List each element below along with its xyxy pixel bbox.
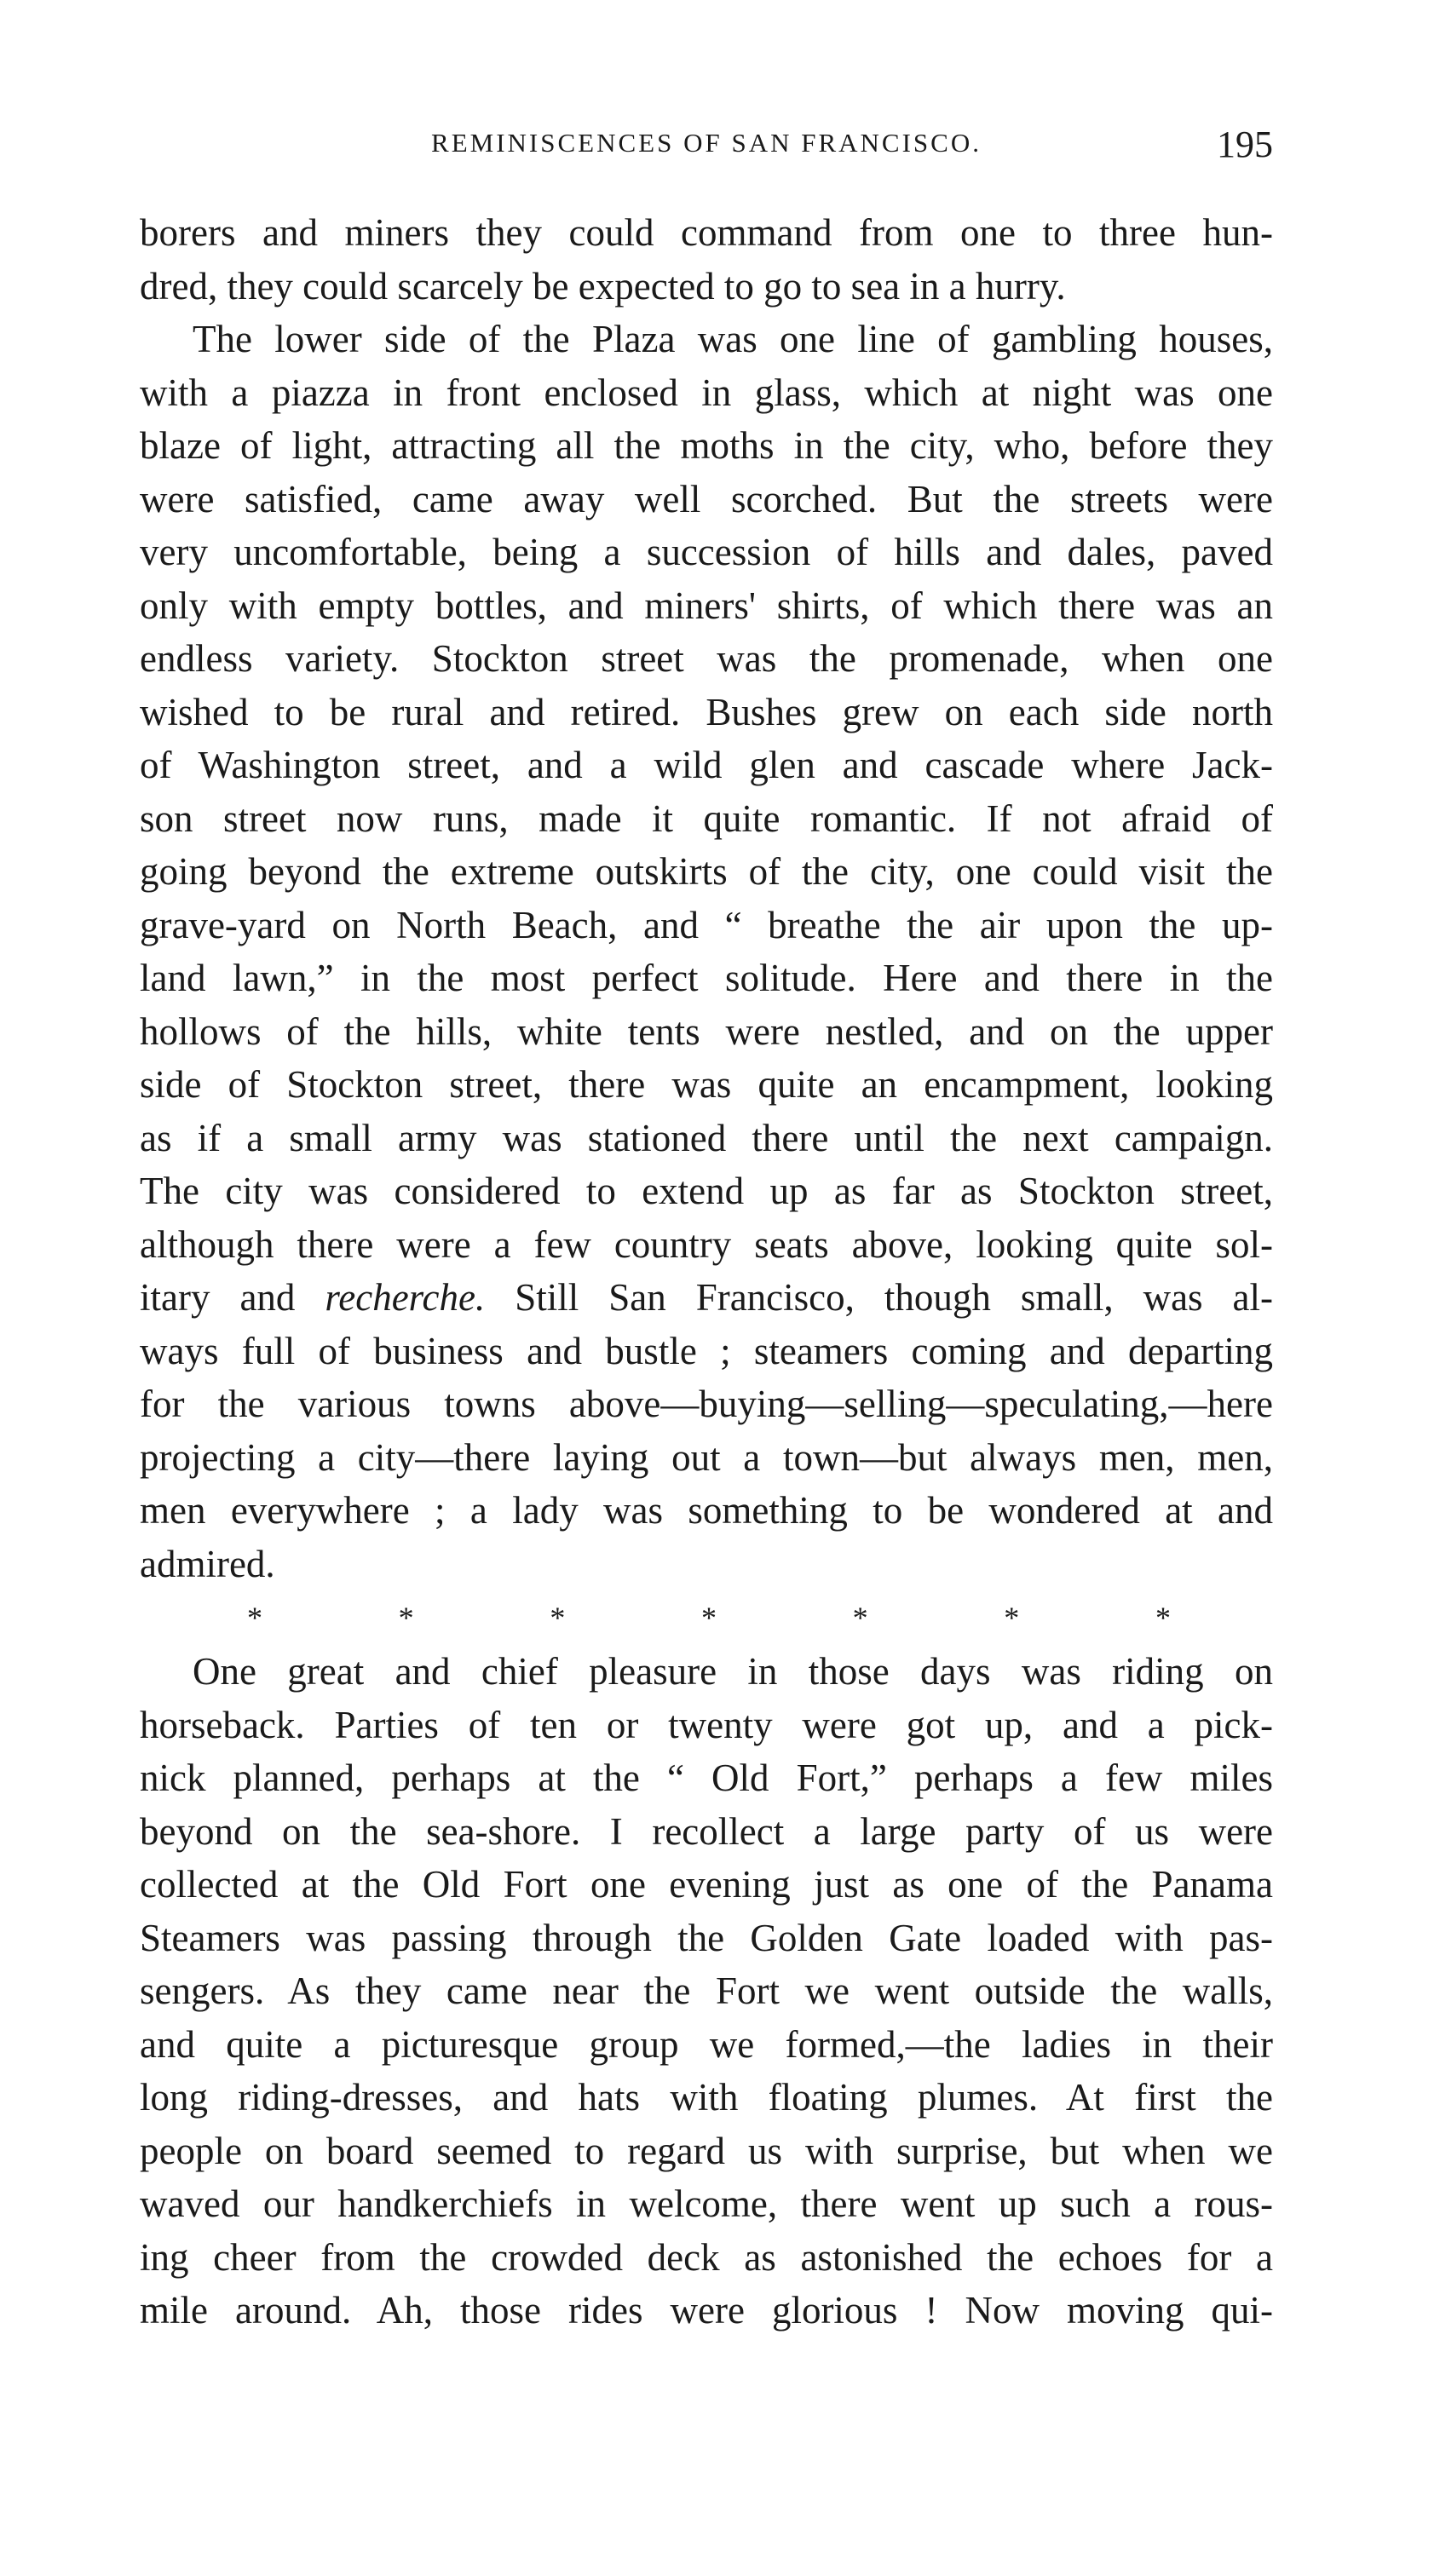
text-line: very uncomfortable, being a succession of hills and dales, paved — [140, 531, 1273, 573]
text-line: and quite a picturesque group we formed,—the ladies in their — [140, 2022, 1273, 2066]
text-line: although there were a few country seats above, looking quite sol- — [140, 1222, 1273, 1266]
text-line: ing cheer from the crowded deck as astonished the echoes for a — [140, 2235, 1273, 2279]
running-head — [140, 124, 1273, 179]
italic-word: recherche. — [325, 1276, 486, 1319]
running-title: REMINISCENCES OF SAN FRANCISCO. — [431, 128, 982, 158]
text-line: horseback. Parties of ten or twenty were got up, and a pick- — [140, 1703, 1273, 1746]
text-line: admired. — [140, 1542, 275, 1585]
text-line: dred, they could scarcely be expected to go to sea in a hurry. — [140, 264, 1066, 308]
text-line: going beyond the extreme outskirts of the city, one could visit the — [140, 850, 1273, 893]
text-segment: Still San Francisco, though small, was al- — [485, 1276, 1274, 1319]
text-line: sengers. As they came near the Fort we went outside the walls, — [140, 1969, 1273, 2012]
text-line — [140, 1271, 1273, 1325]
body-text — [140, 206, 1273, 2337]
asterisk: * — [1004, 1601, 1020, 1635]
text-line: for the various towns above—buying—selling—speculating,—here — [140, 1383, 1273, 1425]
text-line: beyond on the sea-shore. I recollect a large party of us were — [140, 1809, 1273, 1853]
text-line: wished to be rural and retired. Bushes grew on each side north — [140, 690, 1273, 733]
text-line: nick planned, perhaps at the “ Old Fort,” perhaps a few miles — [140, 1757, 1273, 1799]
asterisk: * — [398, 1601, 414, 1635]
page-number: 195 — [1217, 124, 1273, 165]
asterisk: * — [247, 1601, 262, 1635]
text-line: blaze of light, attracting all the moths in the city, who, before they — [140, 424, 1273, 467]
asterisk: * — [1155, 1601, 1171, 1635]
section-break — [247, 1590, 1171, 1645]
text-line: projecting a city—there laying out a town—but always men, men, — [140, 1435, 1273, 1479]
text-line: mile around. Ah, those rides were glorious ! Now moving qui- — [140, 2289, 1273, 2332]
text-line: with a piazza in front enclosed in glass, which at night was one — [140, 371, 1273, 414]
text-line: men everywhere ; a lady was something to be wondered at and — [140, 1489, 1273, 1532]
text-line: endless variety. Stockton street was the promenade, when one — [140, 637, 1273, 680]
text-line: side of Stockton street, there was quite an encampment, looking — [140, 1063, 1273, 1106]
text-line: waved our handkerchiefs in welcome, there went up such a rous- — [140, 2182, 1273, 2225]
asterisk: * — [700, 1601, 717, 1635]
text-line: The lower side of the Plaza was one line of gambling houses, — [193, 318, 1273, 360]
text-line: borers and miners they could command from one to three hun- — [140, 211, 1273, 254]
text-segment: itary and — [140, 1276, 325, 1319]
text-line: One great and chief pleasure in those days was riding on — [193, 1650, 1273, 1693]
text-line: son street now runs, made it quite romantic. If not afraid of — [140, 796, 1273, 840]
text-line: ways full of business and bustle ; steamers coming and departing — [140, 1329, 1273, 1372]
asterisk: * — [550, 1601, 566, 1635]
asterisk: * — [852, 1601, 868, 1635]
text-line: collected at the Old Fort one evening just as one of the Panama — [140, 1863, 1273, 1906]
text-line: people on board seemed to regard us with surprise, but when we — [140, 2129, 1273, 2172]
text-line: Steamers was passing through the Golden Gate loaded with pas- — [140, 1916, 1273, 1959]
text-line: of Washington street, and a wild glen and cascade where Jack- — [140, 744, 1273, 786]
text-line: hollows of the hills, white tents were nestled, and on the upper — [140, 1009, 1273, 1053]
text-line: long riding-dresses, and hats with floating plumes. At first the — [140, 2076, 1273, 2119]
text-line: land lawn,” in the most perfect solitude. Here and there in the — [140, 957, 1273, 999]
text-line: were satisfied, came away well scorched. But the streets were — [140, 477, 1273, 520]
text-line: only with empty bottles, and miners' shirts, of which there was an — [140, 584, 1273, 627]
text-line: The city was considered to extend up as far as Stockton street, — [140, 1170, 1273, 1212]
text-line: grave-yard on North Beach, and “ breathe the air upon the up- — [140, 903, 1273, 946]
text-line: as if a small army was stationed there until the next campaign. — [140, 1116, 1273, 1159]
